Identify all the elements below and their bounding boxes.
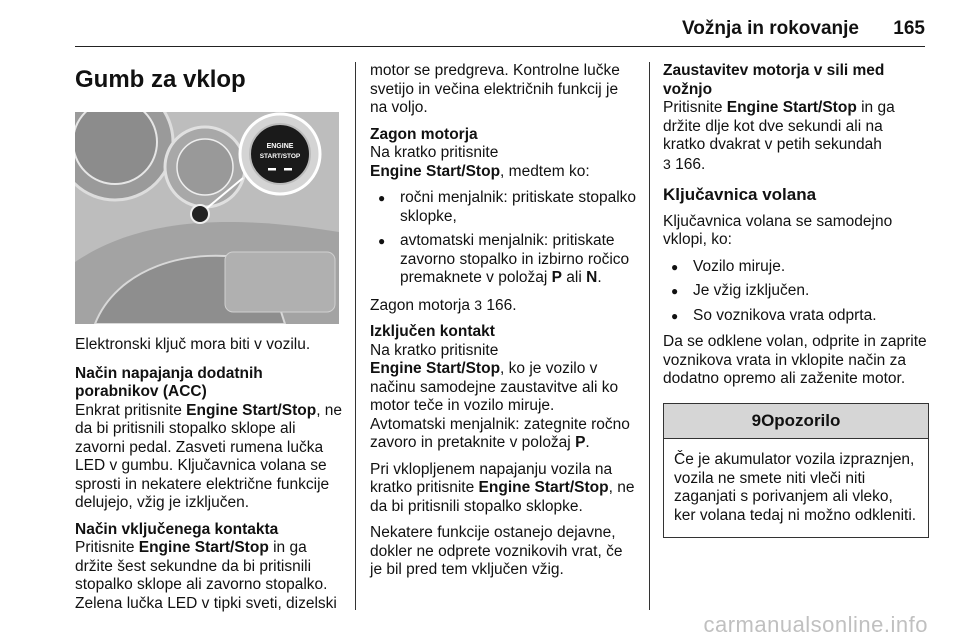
continued-paragraph: motor se predgreva. Kontrolne lučke svetijo in večina električnih funkcij je na voljo. — [370, 62, 620, 116]
acc-heading: Način napajanja dodatnih porabnikov (ACC) — [75, 364, 263, 400]
list-item: ● Vozilo miruje. — [663, 258, 929, 277]
page-ref-arrow-icon: 3 — [474, 296, 483, 313]
section-title: Gumb za vklop — [75, 66, 246, 93]
list-item: ● So voznikova vrata odprta. — [663, 307, 929, 326]
list-item: ● ročni menjalnik: pritiskate stopalko sklopke, — [370, 189, 638, 226]
emergency-stop-paragraph: Pritisnite Engine Start/Stop in ga držite dlje kot dve sekundi ali na kratko dvakrat v petih sekundah 3 166. — [663, 99, 895, 173]
steering-lock-heading: Ključavnica volana — [663, 185, 817, 204]
column-2 — [370, 62, 638, 588]
warning-box — [663, 403, 929, 539]
warning-title: 9Opozorilo — [664, 404, 928, 440]
page-header — [75, 12, 925, 47]
list-item: ● Je vžig izključen. — [663, 282, 929, 301]
emergency-stop-heading: Zaustavitev motorja v sili med vožnjo — [663, 62, 885, 98]
warning-body: Če je akumulator vozila izpraznjen, vozila ne smete niti vleči niti zaganjati s porivanjem ali vleko, ker volana tedaj ni možno odkleniti. — [674, 451, 917, 524]
engine-start-heading: Zagon motorja — [370, 125, 478, 143]
engine-start-paragraph: Na kratko pritisnite Engine Start/Stop, medtem ko: — [370, 144, 590, 180]
ignition-on-heading: Način vključenega kontakta — [75, 520, 279, 538]
acc-paragraph: Enkrat pritisnite Engine Start/Stop, ne da bi pritisnili stopalko sklope ali zavorni pedal. Zasveti rumena lučka LED v gumbu. Ključavnica volana se sprosti in nekatere električne funkcije delujejo, vžig je izključen. — [75, 401, 343, 511]
steering-lock-list — [663, 258, 929, 326]
column-divider-2 — [649, 62, 650, 610]
engine-button-label-1: ENGINE — [266, 143, 294, 150]
column-1 — [75, 62, 343, 621]
column-divider-1 — [355, 62, 356, 610]
engine-start-list — [370, 189, 638, 288]
page-number: 165 — [893, 18, 925, 39]
warning-triangle-icon: 9 — [751, 410, 762, 430]
list-item: ● avtomatski menjalnik: pritiskate zavorno stopalko in izbirno ročico premaknete v položaj P ali N. — [370, 232, 638, 288]
chapter-title: Vožnja in rokovanje — [681, 18, 859, 39]
dashboard-figure — [75, 112, 339, 324]
power-paragraph: Pri vklopljenem napajanju vozila na kratko pritisnite Engine Start/Stop, ne da bi pritisnili stopalko sklopke. — [370, 460, 635, 515]
page-ref-arrow-icon: 3 — [663, 155, 671, 172]
steering-lock-paragraph: Ključavnica volana se samodejno vklopi, ko: — [663, 212, 893, 248]
figure-caption: Elektronski ključ mora biti v vozilu. — [75, 336, 311, 353]
ignition-on-paragraph: Pritisnite Engine Start/Stop in ga držite šest sekundne da bi pritisnili stopalko sklope ali zavorno stopalko. Zelena lučka LED v tipki sveti, dizelski — [75, 539, 337, 612]
engine-start-reference: Zagon motorja 3 166. — [370, 296, 517, 314]
dashboard-illustration — [75, 112, 339, 324]
watermark: carmanualsonline.info — [703, 612, 928, 637]
functions-paragraph: Nekatere funkcije ostanejo dejavne, dokler ne odprete voznikovih vrat, če je bil pred tem vključen vžig. — [370, 524, 623, 578]
ignition-off-heading: Izključen kontakt — [370, 323, 495, 340]
column-3 — [663, 62, 929, 538]
engine-button-label-2: START/STOP — [259, 153, 301, 160]
unlock-paragraph: Da se odklene volan, odprite in zaprite voznikova vrata in vklopite način za dodatno opremo ali zaženite motor. — [663, 333, 927, 387]
ignition-off-paragraph: Na kratko pritisnite Engine Start/Stop, ko je vozilo v načinu samodejne zaustavitve ali ko motor teče in vozilo miruje. Avtomatski menjalnik: zategnite ročno zavoro in pretaknite v položaj P. — [370, 341, 630, 451]
